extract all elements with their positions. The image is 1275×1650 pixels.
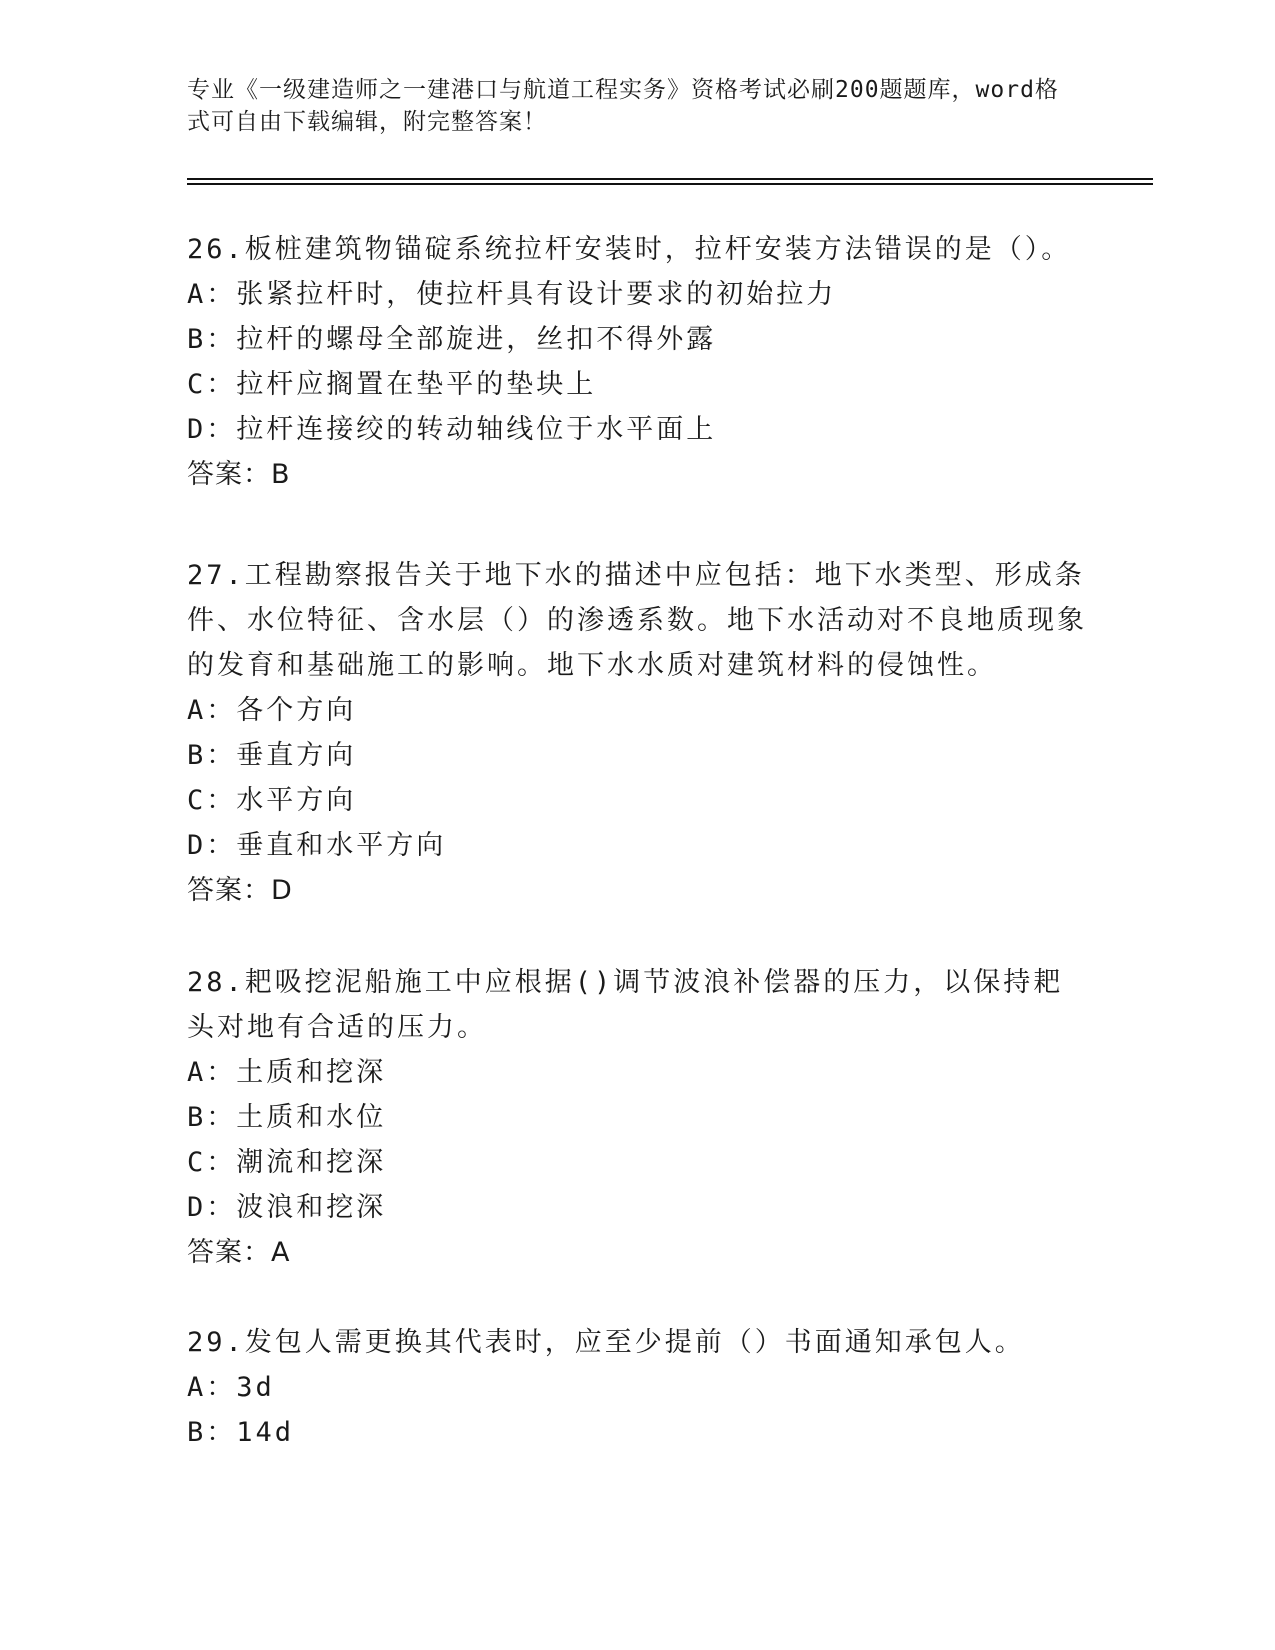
option-b: B：拉杆的螺母全部旋进，丝扣不得外露 <box>187 324 717 355</box>
option-b: B：垂直方向 <box>187 740 357 771</box>
option-b: B：14d <box>187 1417 295 1448</box>
option-a: A：土质和挖深 <box>187 1057 387 1088</box>
question-26 <box>187 227 1087 498</box>
document-header: 专业《一级建造师之一建港口与航道工程实务》资格考试必刷200题题库，word格式可自由下载编辑，附完整答案！ <box>187 77 1059 135</box>
option-a: A：3d <box>187 1372 275 1403</box>
option-c: C：拉杆应搁置在垫平的垫块上 <box>187 369 597 400</box>
question-27 <box>187 553 1087 914</box>
option-c: C：水平方向 <box>187 785 357 816</box>
option-d: D：垂直和水平方向 <box>187 830 447 861</box>
header-divider-top <box>187 178 1153 180</box>
header-divider-bottom <box>187 183 1153 185</box>
question-stem: 28.耙吸挖泥船施工中应根据()调节波浪补偿器的压力，以保持耙头对地有合适的压力。 <box>187 967 1064 1043</box>
option-b: B：土质和水位 <box>187 1102 387 1133</box>
question-29 <box>187 1320 1087 1455</box>
question-stem: 29.发包人需更换其代表时，应至少提前（）书面通知承包人。 <box>187 1327 1025 1358</box>
option-c: C：潮流和挖深 <box>187 1147 387 1178</box>
question-28 <box>187 960 1087 1276</box>
option-d: D：拉杆连接绞的转动轴线位于水平面上 <box>187 414 717 445</box>
answer: 答案：B <box>187 459 291 490</box>
option-a: A：各个方向 <box>187 695 357 726</box>
option-a: A：张紧拉杆时，使拉杆具有设计要求的初始拉力 <box>187 279 837 310</box>
question-stem: 26.板桩建筑物锚碇系统拉杆安装时，拉杆安装方法错误的是（）。 <box>187 234 1072 265</box>
answer: 答案：D <box>187 875 293 906</box>
option-d: D：波浪和挖深 <box>187 1192 387 1223</box>
question-stem: 27.工程勘察报告关于地下水的描述中应包括：地下水类型、形成条件、水位特征、含水层（）的渗透系数。地下水活动对不良地质现象的发育和基础施工的影响。地下水水质对建筑材料的侵蚀性。 <box>187 560 1087 681</box>
answer: 答案：A <box>187 1237 291 1268</box>
